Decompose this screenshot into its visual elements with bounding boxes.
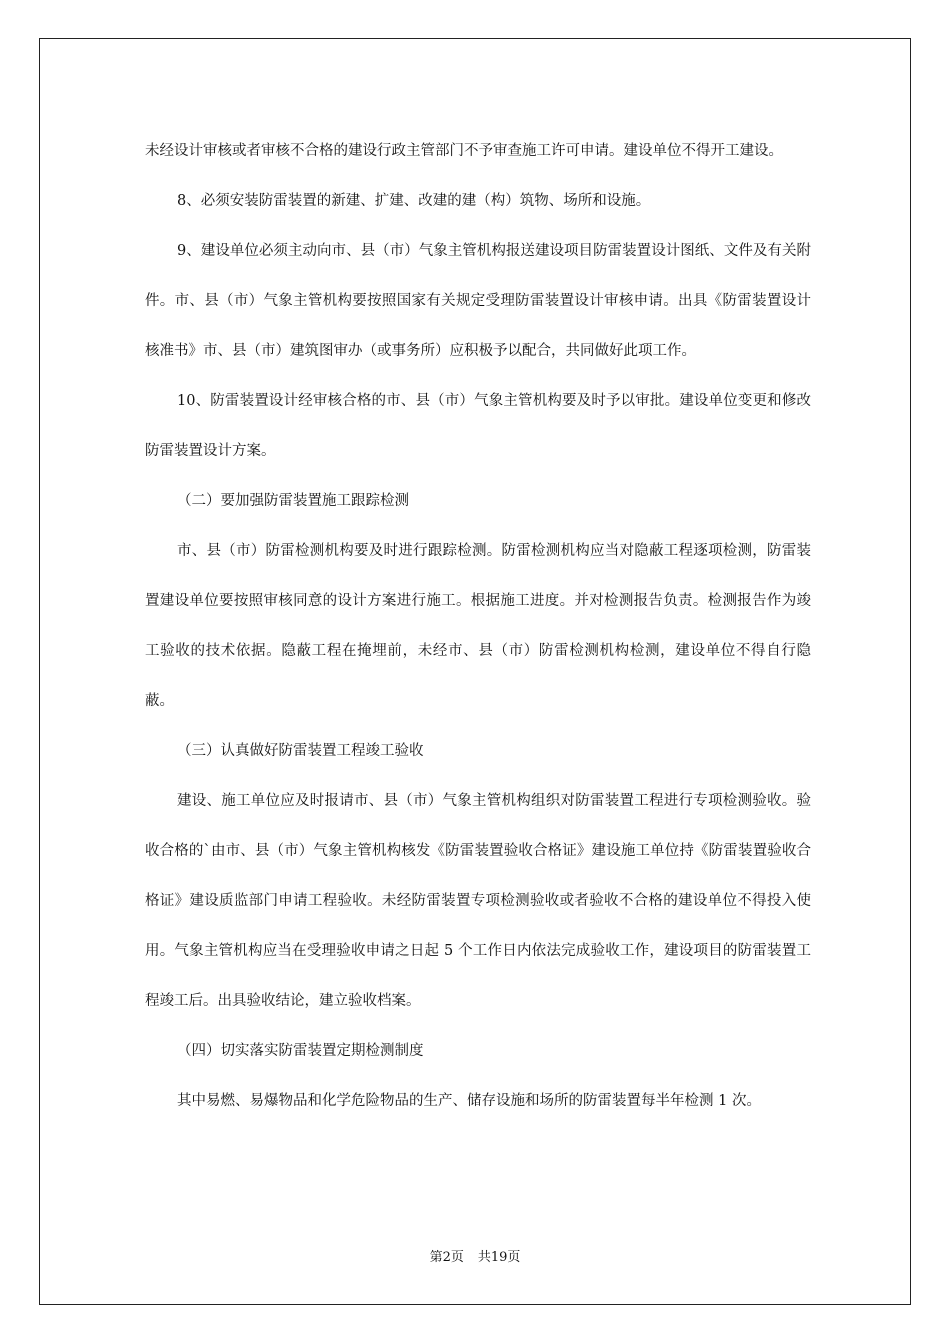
page-total: 共19页 bbox=[477, 1250, 521, 1265]
section-heading-4: （四）切实落实防雷装置定期检测制度 bbox=[177, 1043, 424, 1059]
paragraph-item-10: 10、防雷装置设计经审核合格的市、县（市）气象主管机构要及时予以审批。建设单位变更和修改防雷装置设计方案。 bbox=[145, 393, 811, 459]
page-footer bbox=[0, 1246, 950, 1265]
section-heading-3: （三）认真做好防雷装置工程竣工验收 bbox=[177, 743, 424, 759]
paragraph-tracking-detection: 市、县（市）防雷检测机构要及时进行跟踪检测。防雷检测机构应当对隐蔽工程逐项检测，防雷装置建设单位要按照审核同意的设计方案进行施工。根据施工进度。并对检测报告负责。检测报告作为竣工验收的技术依据。隐蔽工程在掩埋前，未经市、县（市）防雷检测机构检测，建设单位不得自行隐蔽。 bbox=[145, 543, 811, 709]
section-heading-2: （二）要加强防雷装置施工跟踪检测 bbox=[177, 493, 409, 509]
paragraph-item-8: 8、必须安装防雷装置的新建、扩建、改建的建（构）筑物、场所和设施。 bbox=[177, 193, 651, 209]
paragraph-acceptance: 建设、施工单位应及时报请市、县（市）气象主管机构组织对防雷装置工程进行专项检测验收。验收合格的`由市、县（市）气象主管机构核发《防雷装置验收合格证》建设施工单位持《防雷装置验收合格证》建设质监部门申请工程验收。未经防雷装置专项检测验收或者验收不合格的建设单位不得投入使用。气象主管机构应当在受理验收申请之日起 5 个工作日内依法完成验收工作，建设项目的防雷装置工程竣工后。出具验收结论，建立验收档案。 bbox=[145, 793, 811, 1009]
page-number: 第2页 bbox=[429, 1250, 464, 1265]
document-body bbox=[145, 126, 811, 1126]
paragraph-item-9: 9、建设单位必须主动向市、县（市）气象主管机构报送建设项目防雷装置设计图纸、文件及有关附件。市、县（市）气象主管机构要按照国家有关规定受理防雷装置设计审核申请。出具《防雷装置设计核准书》市、县（市）建筑图审办（或事务所）应积极予以配合，共同做好此项工作。 bbox=[145, 243, 811, 359]
paragraph-periodic-detection: 其中易燃、易爆物品和化学危险物品的生产、储存设施和场所的防雷装置每半年检测 1 次。 bbox=[177, 1093, 761, 1109]
paragraph-1: 未经设计审核或者审核不合格的建设行政主管部门不予审查施工许可申请。建设单位不得开工建设。 bbox=[145, 143, 783, 159]
